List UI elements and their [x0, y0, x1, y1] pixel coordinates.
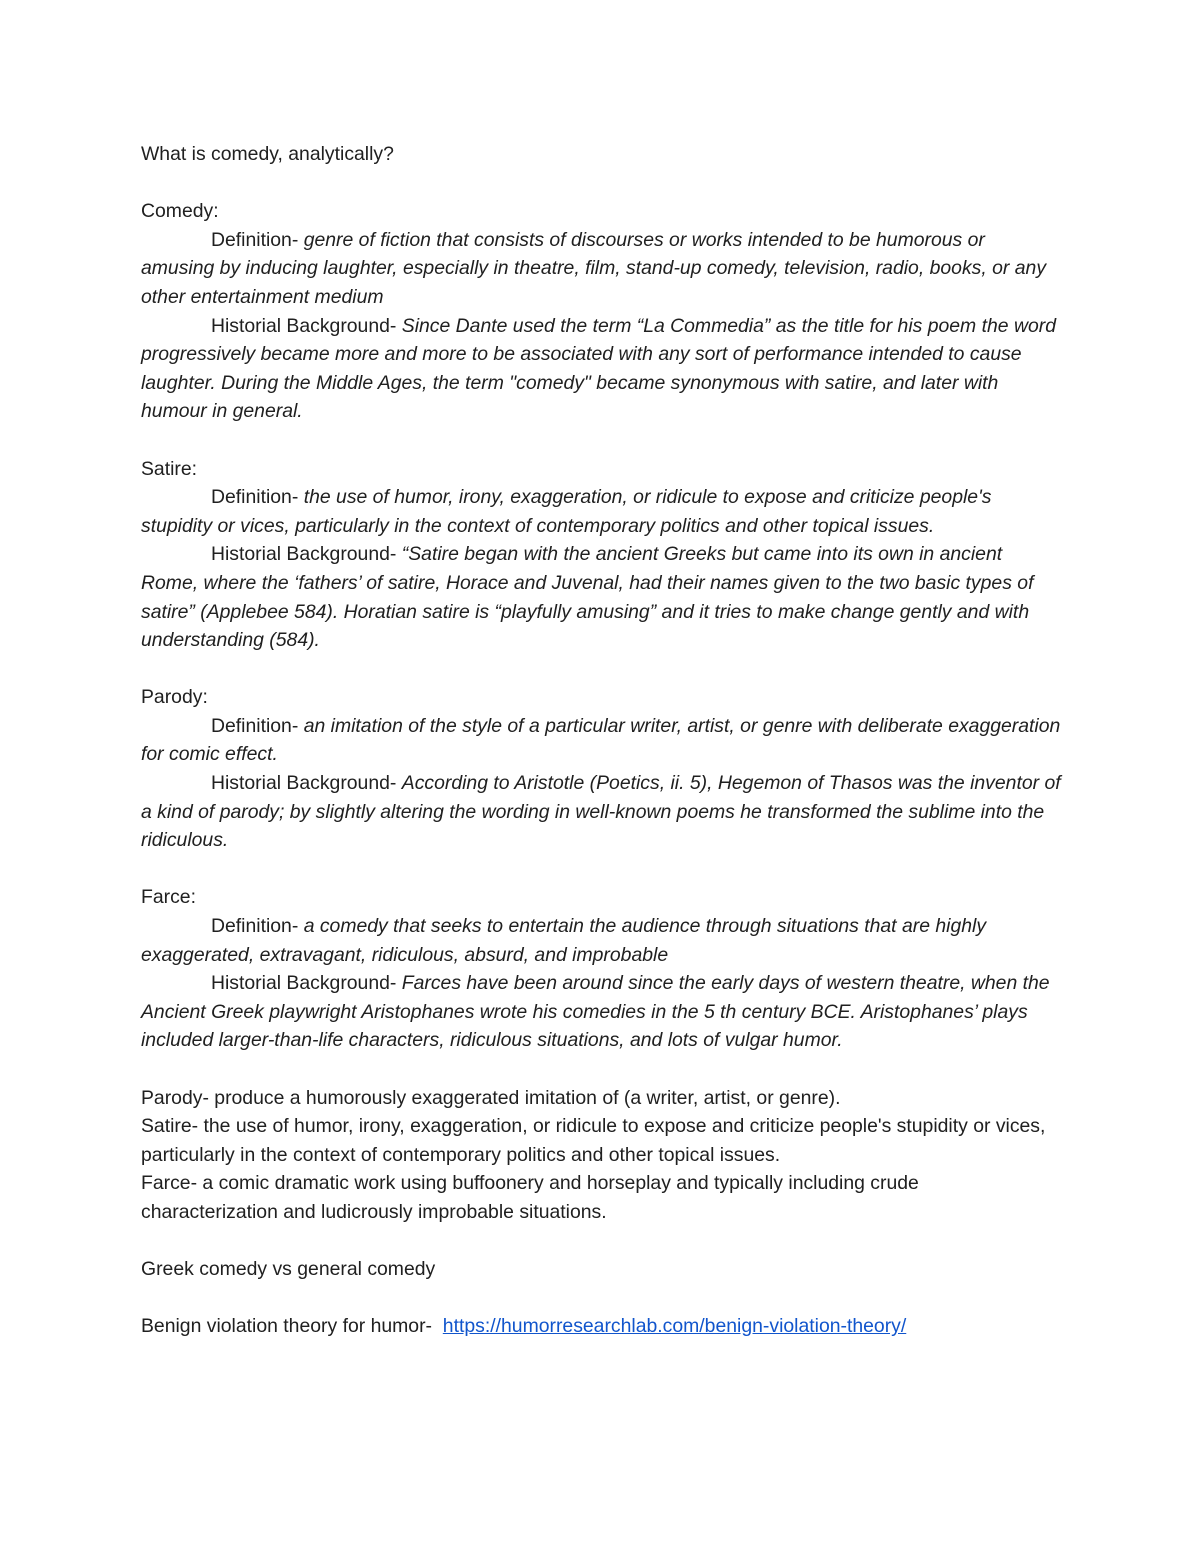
summary-parody: Parody- produce a humorously exaggerated imitation of (a writer, artist, or genre). [141, 1086, 841, 1109]
definition-text: genre of fiction that consists of discourses or works intended to be humorous or amusing by inducing laughter, especially in theatre, film, stand-up comedy, television, radio, books, or any other entertainment medium [141, 228, 1047, 308]
spacer [141, 426, 1061, 455]
definition-text: the use of humor, irony, exaggeration, or ridicule to expose and criticize people's stupidity or vices, particularly in the context of contemporary politics and other topical issues. [141, 486, 992, 537]
section-heading-satire: Satire: [141, 457, 198, 480]
spacer [141, 655, 1061, 684]
farce-definition [141, 912, 1061, 969]
spacer [141, 1227, 1061, 1256]
history-label: Historial Background- [211, 314, 402, 337]
benign-violation-link[interactable]: https://humorresearchlab.com/benign-violation-theory/ [442, 1315, 907, 1338]
spacer [141, 1055, 1061, 1084]
history-text: Farces have been around since the early days of western theatre, when the Ancient Greek playwright Aristophanes wrote his comedies in the 5 th century BCE. Aristophanes’ plays included larger-than-life characters, ridiculous situations, and lots of vulgar humor. [141, 972, 1050, 1052]
definition-text: an imitation of the style of a particular writer, artist, or genre with deliberate exaggeration for comic effect. [141, 714, 1061, 766]
history-text: Since Dante used the term “La Commedia” as the title for his poem the word progressively became more and more to be associated with any sort of performance intended to cause laughter. During the Middle Ages, the term "comedy" became synonymous with satire, and later with humour in general. [141, 314, 1056, 423]
parody-definition [141, 712, 1061, 769]
definition-text: a comedy that seeks to entertain the audience through situations that are highly exaggerated, extravagant, ridiculous, absurd, and improbable [141, 915, 987, 966]
benign-violation-line [141, 1312, 1061, 1341]
summary-satire: Satire- the use of humor, irony, exaggeration, or ridicule to expose and criticize people's stupidity or vices, particularly in the context of contemporary politics and other topical issues. [141, 1115, 1046, 1166]
comparison-line: Greek comedy vs general comedy [141, 1258, 436, 1281]
history-label: Historial Background- [211, 543, 402, 566]
satire-definition [141, 483, 1061, 540]
spacer [141, 855, 1061, 884]
history-label: Historial Background- [211, 972, 402, 995]
definition-label: Definition- [211, 486, 304, 509]
parody-history [141, 769, 1061, 855]
section-heading-farce: Farce: [141, 886, 196, 909]
section-heading-parody: Parody: [141, 686, 208, 709]
spacer [141, 169, 1061, 198]
document-page [141, 140, 1061, 1341]
definition-label: Definition- [211, 228, 304, 251]
history-text: According to Aristotle (Poetics, ii. 5), Hegemon of Thasos was the inventor of a kind of parody; by slightly altering the wording in well-known poems he transformed the sublime into the ridiculous. [141, 772, 1061, 852]
farce-history [141, 969, 1061, 1055]
benign-label: Benign violation theory for humor- [141, 1315, 443, 1338]
spacer [141, 1284, 1061, 1313]
satire-history [141, 540, 1061, 654]
comedy-history [141, 312, 1061, 426]
summary-farce: Farce- a comic dramatic work using buffoonery and horseplay and typically including crude characterization and ludicrously improbable situations. [141, 1172, 919, 1223]
definition-label: Definition- [211, 714, 304, 737]
section-heading-comedy: Comedy: [141, 200, 219, 223]
document-title: What is comedy, analytically? [141, 143, 394, 165]
comedy-definition [141, 226, 1061, 312]
history-text: “Satire began with the ancient Greeks but came into its own in ancient Rome, where the ‘fathers’ of satire, Horace and Juvenal, had their names given to the two basic types of satire” (Applebee 584). Horatian satire is “playfully amusing” and it tries to make change gently and with understanding (584). [141, 543, 1034, 652]
history-label: Historial Background- [211, 772, 402, 795]
definition-label: Definition- [211, 915, 304, 938]
